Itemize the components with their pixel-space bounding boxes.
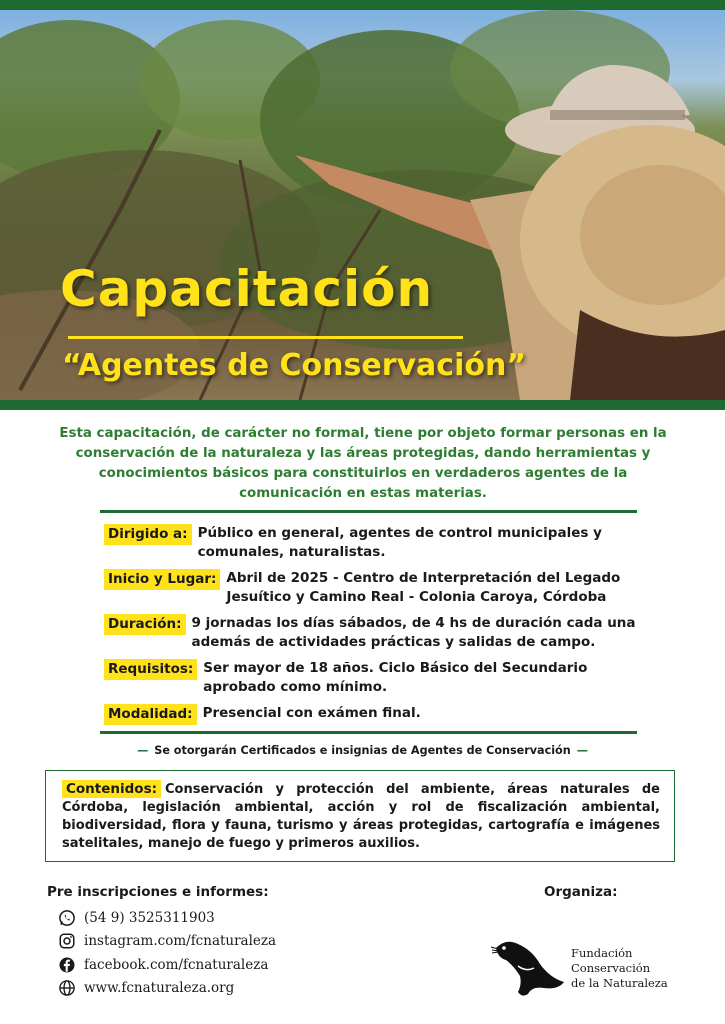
organizer-title: Organiza:	[544, 884, 618, 900]
contact-instagram[interactable]	[58, 930, 276, 954]
instagram-icon	[58, 932, 76, 950]
detail-row-duracion	[104, 614, 664, 652]
hero-bottom-band	[0, 400, 725, 410]
contents-text: Conservación y protección del ambiente, áreas naturales de Córdoba, legislación ambiental, acción y rol de fiscalización ambiental, biodiversidad, flora y fauna, turismo y áreas protegidas, cartografía e imágenes satelitales, manejo de fuego y primeros auxilios.	[62, 782, 660, 851]
detail-value: Abril de 2025 - Centro de Interpretación del Legado Jesuítico y Camino Real - Colonia Caroya, Córdoba	[226, 570, 621, 605]
top-green-bar	[0, 0, 725, 10]
globe-icon	[58, 979, 76, 997]
otter-logo-icon	[488, 936, 568, 998]
certificates-note	[0, 744, 725, 757]
contact-list	[58, 906, 276, 1000]
contact-facebook[interactable]	[58, 953, 276, 977]
detail-row-requisitos	[104, 659, 664, 697]
detail-row-inicio	[104, 569, 664, 607]
hero-subtitle: “Agentes de Conservación”	[62, 348, 527, 383]
divider-bottom	[100, 731, 637, 734]
hero-title: Capacitación	[60, 260, 434, 318]
detail-value: 9 jornadas los días sábados, de 4 hs de duración cada una además de actividades prácticas y salidas de campo.	[191, 615, 636, 650]
detail-label: Requisitos:	[104, 659, 197, 680]
facebook-text: facebook.com/fcnaturaleza	[84, 956, 269, 973]
details-list	[104, 524, 664, 732]
organizer-name-line: Conservación	[571, 961, 651, 975]
detail-row-dirigido	[104, 524, 664, 562]
phone-text: (54 9) 3525311903	[84, 909, 215, 926]
hero-illustration	[0, 10, 725, 400]
detail-label: Inicio y Lugar:	[104, 569, 220, 590]
contact-phone[interactable]	[58, 906, 276, 930]
contact-title: Pre inscripciones e informes:	[47, 884, 269, 900]
whatsapp-icon	[58, 909, 76, 927]
detail-label: Duración:	[104, 614, 186, 635]
organizer-name-line: de la Naturaleza	[571, 976, 668, 990]
divider-top	[100, 510, 637, 513]
detail-label: Dirigido a:	[104, 524, 192, 545]
organizer-name-line: Fundación	[571, 946, 633, 960]
web-text: www.fcnaturaleza.org	[84, 980, 235, 997]
instagram-text: instagram.com/fcnaturaleza	[84, 933, 277, 950]
contents-box	[45, 770, 675, 862]
organizer-name	[571, 946, 668, 991]
dash-icon: —	[137, 744, 149, 757]
intro-paragraph: Esta capacitación, de carácter no formal, tiene por objeto formar personas en la conservación de la naturaleza y las áreas protegidas, dando herramientas y conocimientos básicos para constituirlos en verdaderos agentes de la comunicación en estas materias.	[59, 426, 667, 501]
hero-title-underline	[68, 336, 463, 339]
detail-value: Ser mayor de 18 años. Ciclo Básico del Secundario aprobado como mínimo.	[203, 660, 588, 695]
detail-row-modalidad	[104, 704, 664, 725]
facebook-icon	[58, 956, 76, 974]
contents-label: Contenidos:	[62, 780, 161, 798]
contents-paragraph	[62, 780, 660, 853]
dash-icon: —	[576, 744, 588, 757]
contact-web[interactable]	[58, 977, 276, 1001]
detail-value: Presencial con exámen final.	[202, 705, 421, 721]
detail-value: Público en general, agentes de control municipales y comunales, naturalistas.	[197, 525, 602, 560]
certificates-text: Se otorgarán Certificados e insignias de Agentes de Conservación	[154, 744, 571, 757]
detail-label: Modalidad:	[104, 704, 197, 725]
hero-photo	[0, 10, 725, 400]
